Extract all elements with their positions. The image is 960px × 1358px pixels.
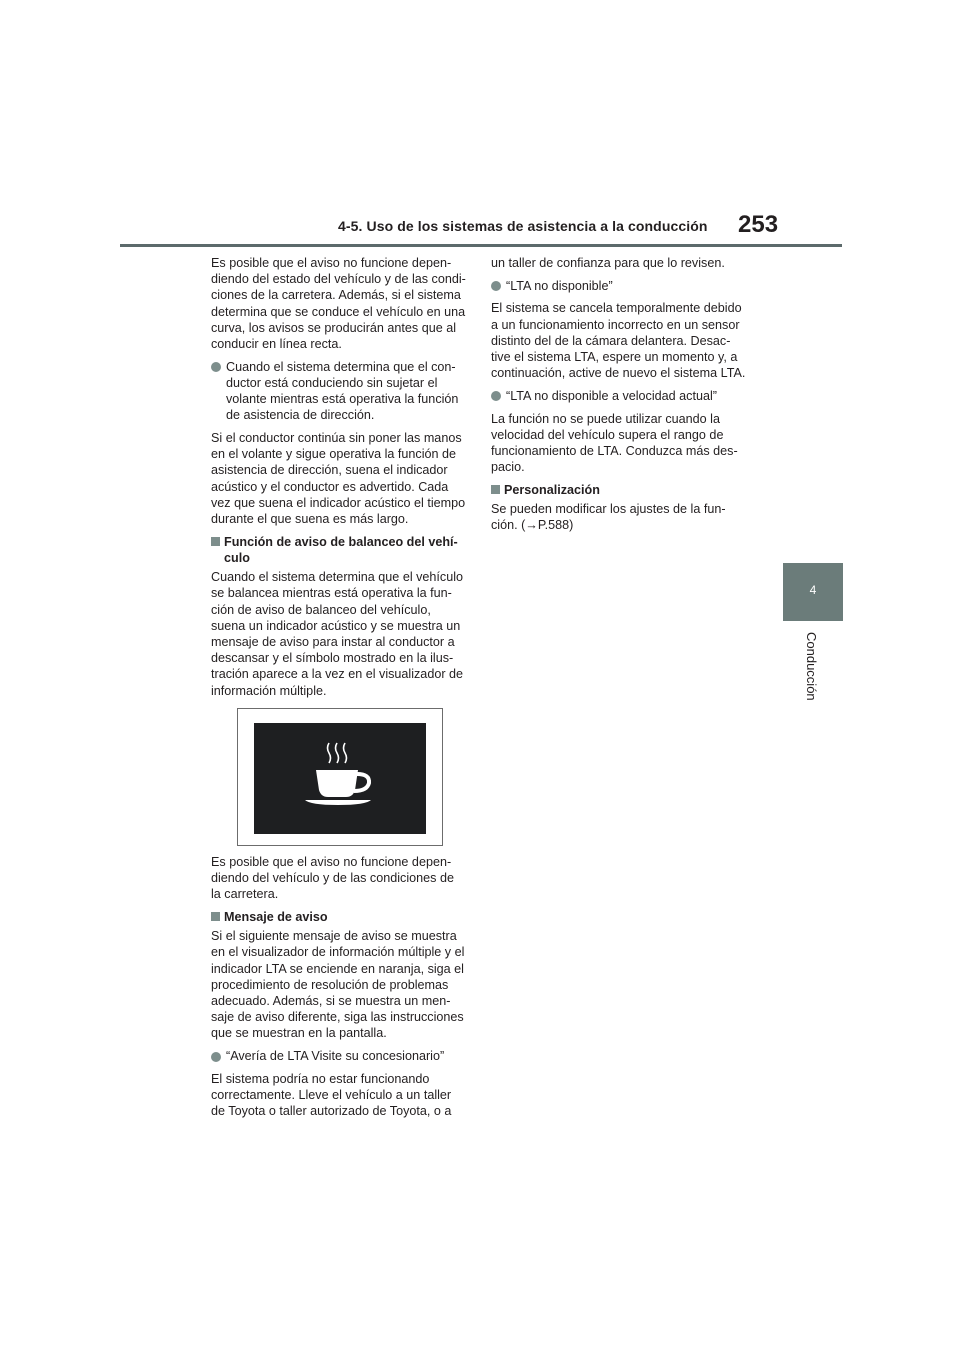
bullet-text: “LTA no disponible” <box>506 278 613 293</box>
paragraph <box>211 854 471 903</box>
figure-illustration <box>237 708 443 846</box>
text-line: procedimiento de resolución de problemas <box>211 977 449 992</box>
text-line: un taller de confianza para que lo revisen. <box>491 256 725 270</box>
text-line: ciones de la carretera. Además, si el sistema <box>211 288 461 303</box>
text-line: Es posible que el aviso no funcione depen- <box>211 256 452 270</box>
text-line: Se pueden modificar los ajustes de la fun- <box>491 502 726 517</box>
text-line: El sistema podría no estar funcionando <box>211 1071 430 1086</box>
paragraph <box>211 1071 471 1120</box>
text-line: tración aparece a la vez en el visualizador de <box>211 667 464 682</box>
section-heading <box>491 482 759 498</box>
text-line: Es posible que el aviso no funcione depen- <box>211 854 452 869</box>
text-line: volante mientras está operativa la función <box>226 392 459 407</box>
text-line: funcionamiento de LTA. Conduzca más des- <box>491 444 738 459</box>
text-line: adecuado. Además, si se muestra un men- <box>211 993 451 1008</box>
text-line: ción de aviso de balanceo del vehículo, <box>211 602 431 617</box>
heading-square-icon <box>211 537 220 546</box>
bullet-dot-icon <box>491 281 501 291</box>
text-line: mensaje de aviso para instar al conductor a <box>211 634 455 649</box>
bullet-item <box>491 388 759 404</box>
coffee-cup-icon <box>238 709 442 845</box>
bullet-item <box>491 278 759 294</box>
text-line: velocidad del vehículo supera el rango de <box>491 427 724 442</box>
text-line: ductor está conduciendo sin sujetar el <box>226 375 438 390</box>
text-line: en el visualizador de información múltiple y el <box>211 945 465 960</box>
bullet-dot-icon <box>211 1052 221 1062</box>
text-line: El sistema se cancela temporalmente debido <box>491 301 742 316</box>
text-line: Función de aviso de balanceo del vehí- <box>224 534 458 549</box>
text-line: culo <box>224 550 250 565</box>
bullet-text <box>226 359 471 424</box>
text-line: en el volante y sigue operativa la función de <box>211 447 457 462</box>
text-line: suena un indicador acústico y se muestra un <box>211 618 461 633</box>
text-line: Si el siguiente mensaje de aviso se muestra <box>211 929 457 944</box>
bullet-item <box>211 1048 471 1064</box>
section-heading <box>211 909 471 925</box>
text-line: acústico y el conductor es advertido. Cada <box>211 479 449 494</box>
text-line: información múltiple. <box>211 683 327 698</box>
text-line: saje de aviso diferente, siga las instrucciones <box>211 1010 464 1025</box>
text-line: la carretera. <box>211 887 279 902</box>
chapter-tab <box>783 563 843 621</box>
text-line: tive el sistema LTA, espere un momento y, a <box>491 350 738 365</box>
section-title: 4-5. Uso de los sistemas de asistencia a la conducción <box>338 218 708 234</box>
text-line: conducir en línea recta. <box>211 337 342 352</box>
bullet-item <box>211 359 471 424</box>
text-line: La función no se puede utilizar cuando la <box>491 411 720 426</box>
bullet-text: “LTA no disponible a velocidad actual” <box>506 388 717 403</box>
paragraph <box>211 430 471 527</box>
paragraph <box>211 569 471 699</box>
text-line: diendo del estado del vehículo y de las condi- <box>211 272 466 287</box>
text-line: ción. (→P.588) <box>491 518 574 533</box>
bullet-text: “Avería de LTA Visite su concesionario” <box>226 1049 445 1064</box>
text-line: indicador LTA se enciende en naranja, siga el <box>211 961 464 976</box>
text-line: que se muestran en la pantalla. <box>211 1026 387 1041</box>
paragraph <box>491 300 759 381</box>
paragraph <box>491 501 759 533</box>
text-line: determina que se conduce el vehículo en una <box>211 304 466 319</box>
heading-square-icon <box>491 485 500 494</box>
right-column <box>491 255 759 540</box>
text-line: descansar y el símbolo mostrado en la ilus- <box>211 651 454 666</box>
heading-text: Personalización <box>504 482 600 497</box>
heading-text: Mensaje de aviso <box>224 909 328 924</box>
paragraph <box>211 928 471 1041</box>
paragraph <box>211 255 471 352</box>
heading-square-icon <box>211 912 220 921</box>
heading-text <box>224 534 471 566</box>
text-line: curva, los avisos se producirán antes que al <box>211 320 457 335</box>
text-line: continuación, active de nuevo el sistema LTA. <box>491 366 746 381</box>
text-line: diendo del vehículo y de las condiciones de <box>211 870 454 885</box>
bullet-dot-icon <box>491 391 501 401</box>
text-line: durante el que suena es más largo. <box>211 512 409 527</box>
text-line: vez que suena el indicador acústico el tiempo <box>211 495 466 510</box>
chapter-number: 4 <box>809 583 817 597</box>
text-line: se balancea mientras está operativa la fun- <box>211 586 452 601</box>
chapter-name: Conducción <box>804 632 819 701</box>
text-line: Cuando el sistema determina que el vehículo <box>211 570 464 585</box>
text-line: a un funcionamiento incorrecto en un sensor <box>491 317 740 332</box>
text-line: Si el conductor continúa sin poner las manos <box>211 431 462 446</box>
left-column <box>211 255 471 1126</box>
text-line: Cuando el sistema determina que el con- <box>226 359 456 374</box>
header-rule <box>120 244 842 247</box>
text-line: de Toyota o taller autorizado de Toyota, o a <box>211 1104 452 1119</box>
text-line: asistencia de dirección, suena el indicador <box>211 463 448 478</box>
paragraph <box>491 411 759 476</box>
text-line: distinto del de la cámara delantera. Desac- <box>491 333 731 348</box>
paragraph <box>491 255 759 271</box>
bullet-dot-icon <box>211 362 221 372</box>
text-line: correctamente. Lleve el vehículo a un taller <box>211 1087 452 1102</box>
page-number: 253 <box>738 211 779 238</box>
section-heading <box>211 534 471 566</box>
text-line: pacio. <box>491 460 525 475</box>
text-line: de asistencia de dirección. <box>226 408 375 423</box>
